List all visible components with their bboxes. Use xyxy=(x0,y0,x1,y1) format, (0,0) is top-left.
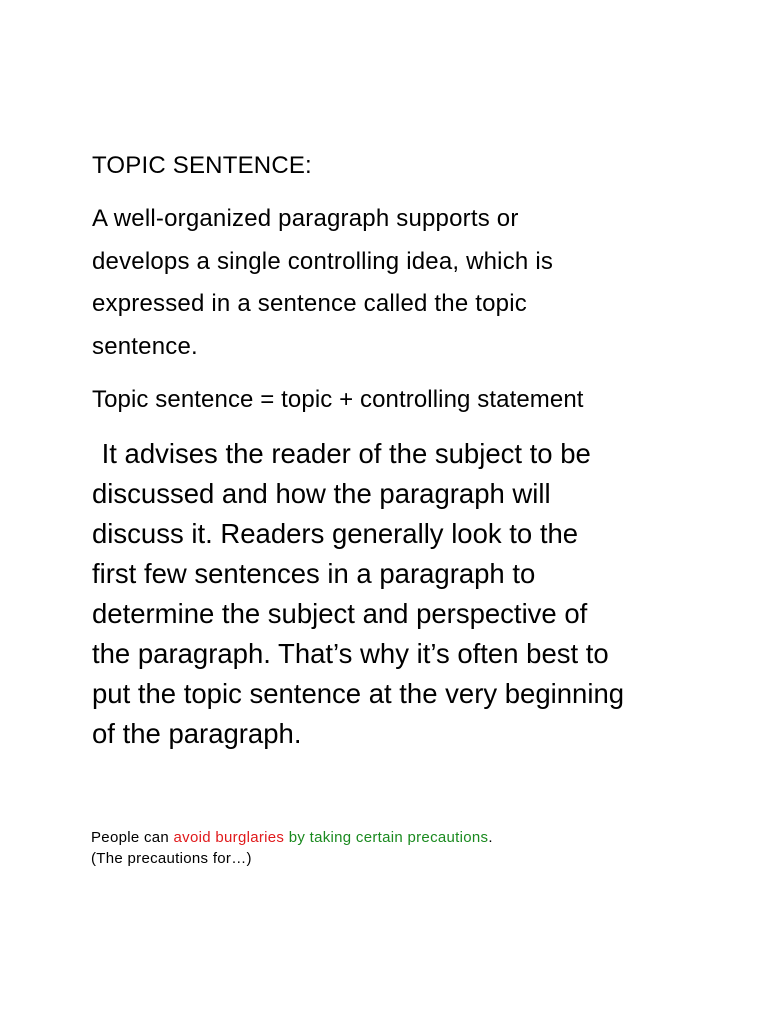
body-line: first few sentences in a paragraph to xyxy=(92,558,536,589)
body-line: It advises the reader of the subject to be xyxy=(94,438,591,469)
example-prefix: People can xyxy=(91,829,174,846)
example-sentence xyxy=(91,827,493,848)
example-suffix: . xyxy=(488,829,493,846)
formula-line: Topic sentence = topic + controlling statement xyxy=(92,386,584,413)
body-line: discuss it. Readers generally look to the xyxy=(92,518,579,549)
body-line: of the paragraph. xyxy=(92,718,302,749)
example-controlling-statement: by taking certain precautions xyxy=(288,829,489,846)
body-line: the paragraph. That’s why it’s often best to xyxy=(92,638,609,669)
body-paragraph xyxy=(92,434,692,754)
intro-line: develops a single controlling idea, which is xyxy=(92,247,554,275)
example-topic: avoid burglaries xyxy=(173,829,285,846)
example-note: (The precautions for…) xyxy=(91,850,252,867)
intro-line: A well-organized paragraph supports or xyxy=(92,205,519,232)
intro-line: expressed in a sentence called the topic xyxy=(92,290,527,317)
body-line: put the topic sentence at the very beginning xyxy=(92,678,625,709)
intro-paragraph xyxy=(92,198,652,368)
example-block xyxy=(91,827,493,869)
body-line: determine the subject and perspective of xyxy=(92,598,588,629)
heading: TOPIC SENTENCE: xyxy=(92,152,312,179)
body-line: discussed and how the paragraph will xyxy=(92,478,551,509)
intro-line: sentence. xyxy=(92,332,198,360)
